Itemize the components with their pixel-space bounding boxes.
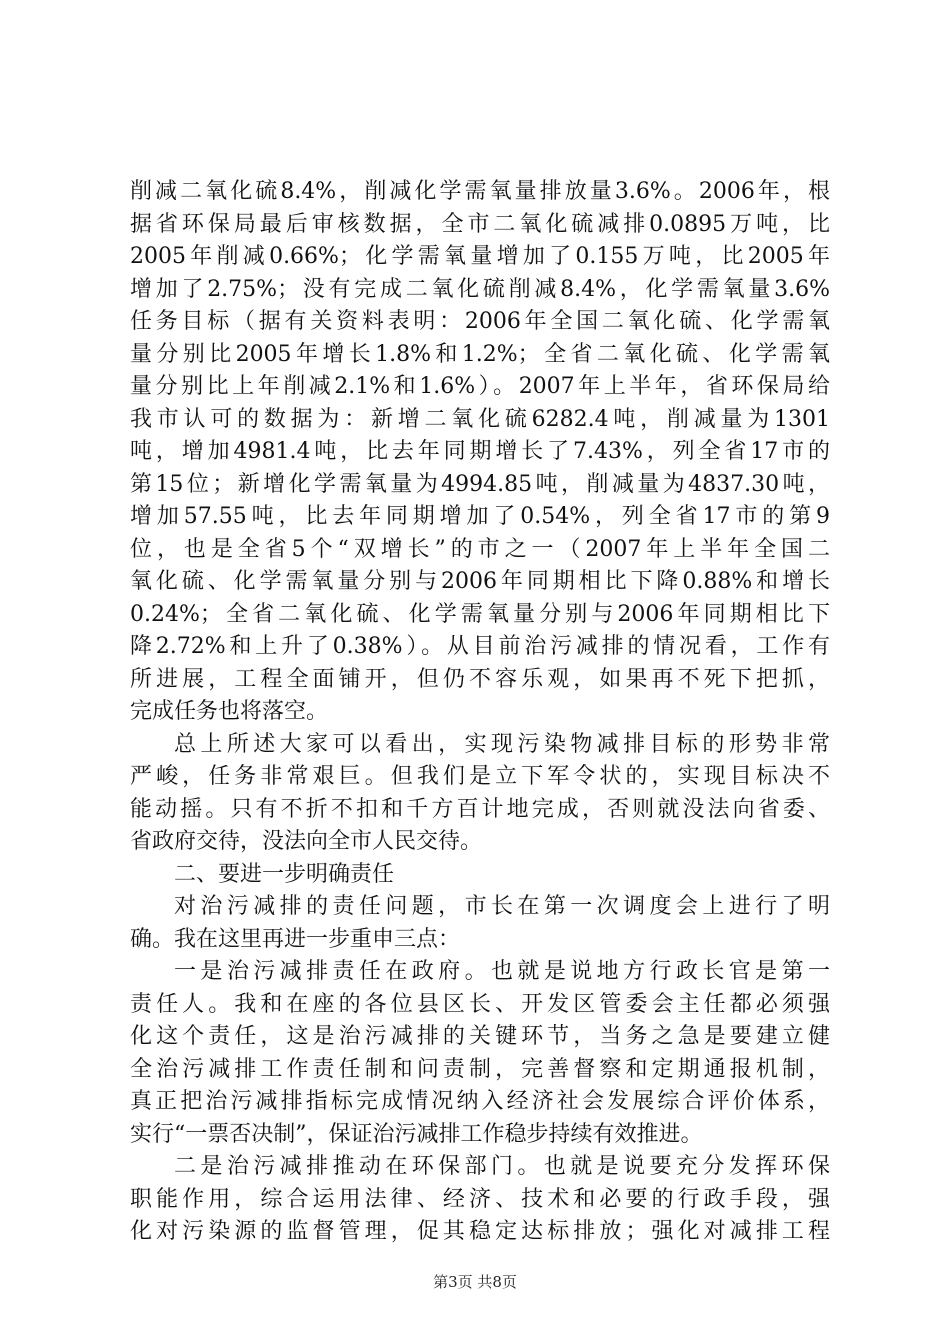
text-line: 二是治污减排推动在环保部门。也就是说要充分发挥环保 <box>174 1154 830 1179</box>
text-line: 化对污染源的监督管理，促其稳定达标排放；强化对减排工程 <box>130 1219 830 1244</box>
text-line: 总上所述大家可以看出，实现污染物减排目标的形势非常 <box>174 731 830 757</box>
text-line: 对治污减排的责任问题，市长在第一次调度会上进行了明 <box>174 894 830 919</box>
text-line: 实行“一票否决制”，保证治污减排工作稳步持续有效推进。 <box>130 1121 703 1147</box>
text-line: 职能作用，综合运用法律、经济、技术和必要的行政手段，强 <box>130 1186 830 1212</box>
text-line: 任务目标（据有关资料表明：2006年全国二氧化硫、化学需氧 <box>130 309 830 334</box>
text-line: 省政府交待，没法向全市人民交待。 <box>130 829 483 854</box>
text-line: 量分别比上年削减2.1%和1.6%）。2007年上半年，省环保局给 <box>130 374 830 399</box>
text-line: 所进展，工程全面铺开，但仍不容乐观，如果再不死下把抓， <box>130 666 830 692</box>
text-line: 量分别比2005年增长1.8%和1.2%；全省二氧化硫、化学需氧 <box>130 341 830 367</box>
text-line: 确。我在这里再进一步重申三点： <box>130 926 461 952</box>
page-footer: 第3页 共8页 <box>433 1273 517 1291</box>
text-line: 位，也是全省5个“双增长”的市之一（2007年上半年全国二 <box>130 536 830 562</box>
text-line: 第15位；新增化学需氧量为4994.85吨，削减量为4837.30吨， <box>130 471 830 497</box>
text-line: 2005年削减0.66%；化学需氧量增加了0.155万吨，比2005年 <box>130 244 830 269</box>
text-line: 全治污减排工作责任制和问责制，完善督察和定期通报机制， <box>130 1056 830 1082</box>
text-line: 完成任务也将落空。 <box>130 699 329 724</box>
text-line: 削减二氧化硫8.4%，削减化学需氧量排放量3.6%。2006年，根 <box>130 179 830 204</box>
text-line: 0.24%；全省二氧化硫、化学需氧量分别与2006年同期相比下 <box>130 601 830 627</box>
text-line: 据省环保局最后审核数据，全市二氧化硫减排0.0895万吨，比 <box>130 211 830 237</box>
text-line: 化这个责任，这是治污减排的关键环节，当务之急是要建立健 <box>130 1024 830 1049</box>
text-line: 吨，增加4981.4吨，比去年同期增长了7.43%，列全省17市的 <box>130 439 830 464</box>
text-line: 责任人。我和在座的各位县区长、开发区管委会主任都必须强 <box>130 991 830 1017</box>
text-line: 真正把治污减排指标完成情况纳入经济社会发展综合评价体系， <box>130 1089 830 1114</box>
text-line: 一是治污减排责任在政府。也就是说地方行政长官是第一 <box>174 959 830 984</box>
document-body <box>130 176 830 1249</box>
text-line: 增加57.55吨，比去年同期增加了0.54%，列全省17市的第9 <box>130 504 830 529</box>
text-line: 我市认可的数据为：新增二氧化硫6282.4吨，削减量为1301 <box>130 406 830 432</box>
text-line: 能动摇。只有不折不扣和千方百计地完成，否则就没法向省委、 <box>130 796 830 822</box>
text-line: 增加了2.75%；没有完成二氧化硫削减8.4%，化学需氧量3.6% <box>130 276 830 302</box>
text-line: 严峻，任务非常艰巨。但我们是立下军令状的，实现目标决不 <box>130 764 830 789</box>
text-line: 降2.72%和上升了0.38%）。从目前治污减排的情况看，工作有 <box>130 634 830 659</box>
text-line: 氧化硫、化学需氧量分别与2006年同期相比下降0.88%和增长 <box>130 569 830 594</box>
text-line: 二、要进一步明确责任 <box>174 861 395 887</box>
